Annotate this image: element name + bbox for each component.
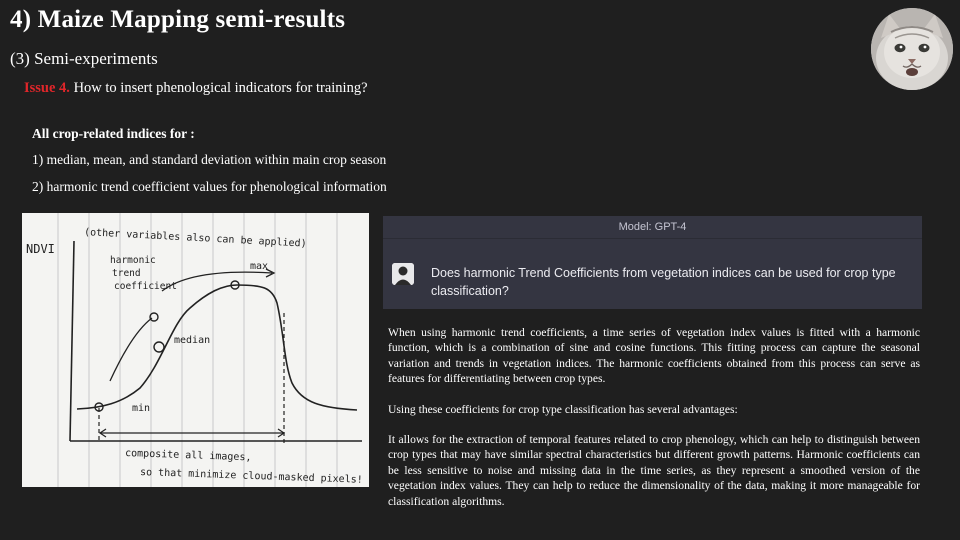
composite-label-2: so that minimize cloud-masked pixels!: [139, 467, 363, 486]
bullet-heading: All crop-related indices for :: [32, 126, 195, 141]
answer-paragraph-1: When using harmonic trend coefficients, a time series of vegetation index values is fitted with a harmonic function, which is a combination of sine and cosine functions. This fitting process can capture the seasonal variation and trends in vegetation indices. The harmonic coefficients obtained from this process can serve as features for differentiating between crop types.: [388, 326, 920, 386]
ndvi-label: NDVI: [26, 242, 55, 256]
other-variables-note: (other variables also can be applied): [83, 227, 307, 250]
chat-message: [383, 239, 922, 309]
user-question: Does harmonic Trend Coefficients from vegetation indices can be used for crop type classification?: [431, 266, 896, 298]
bullet-item-1: 1) median, mean, and standard deviation within main crop season: [32, 152, 387, 167]
model-label: Model: GPT-4: [383, 216, 922, 239]
harmonic-label-3: coefficient: [114, 281, 177, 292]
composite-label-1: composite all images,: [124, 448, 252, 464]
harmonic-label-1: harmonic: [110, 255, 156, 266]
harmonic-label-2: trend: [112, 268, 141, 279]
user-avatar-icon: [392, 263, 414, 285]
chatgpt-panel: [383, 216, 922, 309]
min-label: min: [132, 403, 151, 414]
answer-paragraph-3: It allows for the extraction of temporal features related to crop phenology, which can help to distinguish between crop types that may have similar spectral characteristics but different growth patterns. Harmonic coefficients can be less sensitive to noise and missing data in the time series, as they represent a smoothed version of the vegetation index values. They can help to reduce the dimensionality of the data, making it more manageable for classification algorithms.: [388, 433, 920, 508]
answer-paragraph-2: Using these coefficients for crop type classification has several advantages:: [388, 402, 738, 416]
slide-title: 4) Maize Mapping semi-results: [10, 6, 346, 33]
issue-line: [24, 80, 368, 97]
issue-text: How to insert phenological indicators for training?: [69, 80, 368, 96]
phenology-sketch: [22, 213, 369, 487]
slide-subtitle: (3) Semi-experiments: [10, 49, 158, 68]
max-label: max: [250, 261, 269, 272]
median-label: median: [174, 335, 211, 346]
bullet-item-2: 2) harmonic trend coefficient values for phenological information: [32, 179, 387, 194]
answer-text: [388, 325, 920, 509]
issue-tag: Issue 4.: [24, 80, 70, 96]
cat-avatar: [871, 8, 953, 90]
